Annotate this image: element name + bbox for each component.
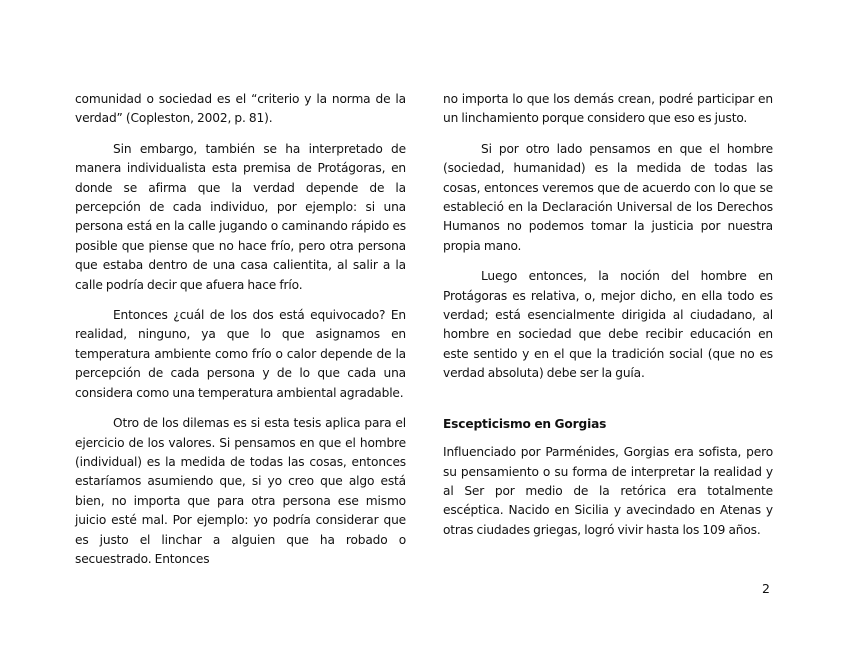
section-heading: Escepticismo en Gorgias: [443, 416, 607, 431]
paragraph: Si por otro lado pensamos en que el hombre (sociedad, humanidad) es la medida de todas las cosas, entonces veremos que de acuerdo con lo que se estableció en la Declaración Universal de los Derechos Humanos no podemos tomar la justicia por nuestra propia mano.: [443, 141, 773, 253]
page-number: 2: [762, 581, 770, 596]
paragraph: Influenciado por Parménides, Gorgias era sofista, pero su pensamiento o su forma de interpretar la realidad y al Ser por medio de la retórica era totalmente escéptica. Nacido en Sicilia y avecindado en Atenas y otras ciudades griegas, logró vivir hasta los 109 años.: [443, 445, 773, 537]
paragraph: Otro de los dilemas es si esta tesis aplica para el ejercicio de los valores. Si pensamos en que el hombre (individual) es la medida de todas las cosas, entonces estaríamos asumiendo que, si yo creo que algo está bien, no importa que para otra persona ese mismo juicio esté mal. Por ejemplo: yo podría considerar que es justo el linchar a alguien que ha robado o secuestrado. Entonces: [75, 416, 406, 566]
paragraph: Luego entonces, la noción del hombre en Protágoras es relativa, o, mejor dicho, en ella todo es verdad; está esencialmente dirigida al ciudadano, al hombre en sociedad que debe recibir educación en este sentido y en el que la tradición social (que no es verdad absoluta) debe ser la guía.: [443, 269, 773, 381]
paragraph: Entonces ¿cuál de los dos está equivocado? En realidad, ninguno, ya que lo que asignamos en temperatura ambiente como frío o calor depende de la percepción de cada persona y de lo que cada una considera como una temperatura ambiental agradable.: [75, 308, 406, 400]
paragraph: comunidad o sociedad es el “criterio y la norma de la verdad” (Copleston, 2002, p. 81).: [75, 92, 406, 126]
right-column: [443, 90, 773, 551]
left-column: [75, 90, 406, 580]
paragraph: no importa lo que los demás crean, podré participar en un linchamiento porque considero que eso es justo.: [443, 92, 773, 126]
paragraph: Sin embargo, también se ha interpretado de manera individualista esta premisa de Protágoras, en donde se afirma que la verdad depende de la percepción de cada individuo, por ejemplo: si una persona está en la calle jugando o caminando rápido es posible que piense que no hace frío, pero otra persona que estaba dentro de una casa calientita, al salir a la calle podría decir que afuera hace frío.: [75, 141, 406, 292]
